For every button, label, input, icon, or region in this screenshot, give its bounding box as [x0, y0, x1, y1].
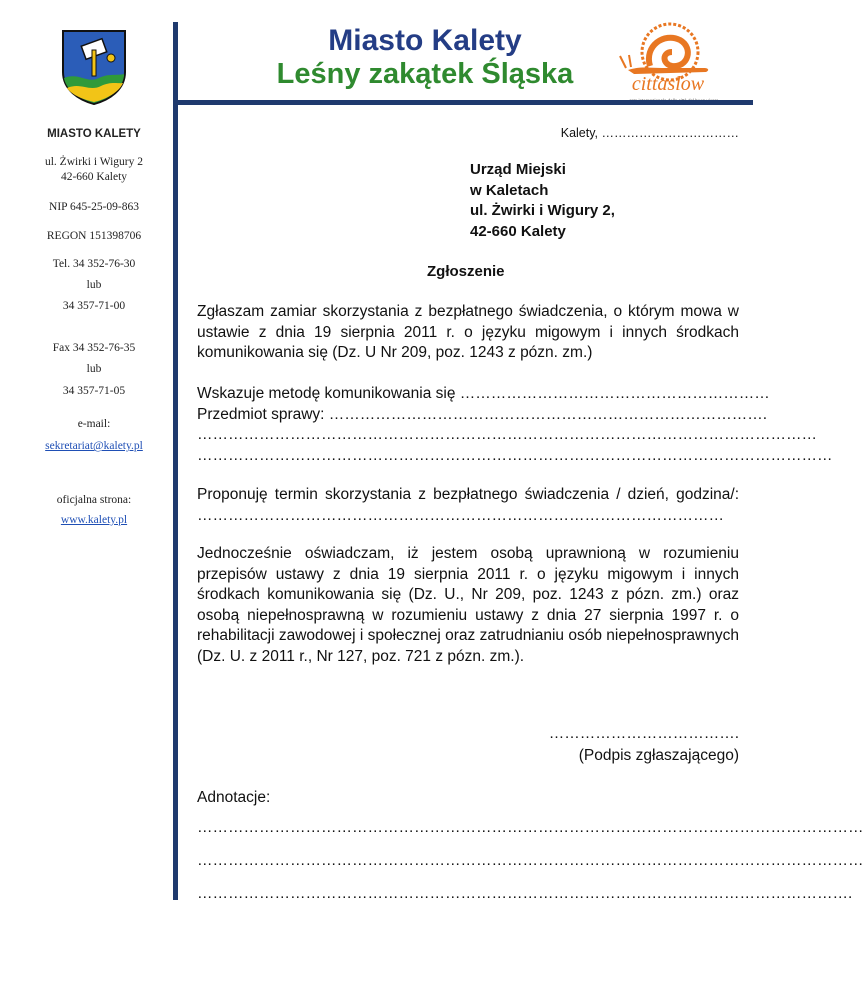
sidebar-lub-1: lub — [86, 279, 102, 291]
paragraph-proposed-date: Proponuję termin skorzystania z bezpłatnego świadczenia / dzień, godzina/: ………………………………………………………………………………………… — [197, 486, 739, 524]
recipient-line: ul. Żwirki i Wigury 2, — [470, 202, 615, 219]
cittaslow-logo — [604, 18, 744, 104]
kalety-coat-of-arms-logo — [59, 28, 129, 106]
notes-label: Adnotacje: — [197, 789, 271, 806]
sidebar-website-link[interactable]: www.kalety.pl — [60, 514, 128, 526]
town-title: Miasto Kalety — [328, 24, 522, 57]
document-heading: Zgłoszenie — [427, 263, 505, 280]
subject-line: Przedmiot sprawy: …………………………………………………………………………. — [197, 406, 768, 423]
sidebar-address-line1: ul. Żwirki i Wigury 2 — [44, 156, 144, 168]
notes-line: ………………………………………………………………………………………………………………… — [197, 819, 864, 836]
vertical-divider — [173, 22, 178, 900]
paragraph-eligibility-statement: Jednocześnie oświadczam, iż jestem osobą uprawnioną w rozumieniu przepisów ustawy z dnia 19 sierpnia 2011 r. o języku migowym i innych środkach komunikowania się (Dz. U., Nr 209, poz. 1243 z pózn. zm.) oraz osobą niepełnosprawną w rozumieniu ustawy z dnia 27 sierpnia 1997 r. o rehabilitacji zawodowej i społecznej oraz zatrudnianiu osób niepełnosprawnych (Dz. U. z 2011 r., Nr 127, poz. 721 z pózn. zm.). — [197, 545, 739, 665]
recipient-line: Urząd Miejski — [470, 161, 566, 178]
recipient-address — [470, 160, 730, 242]
sidebar-fax: Fax 34 352-76-35 — [52, 342, 136, 354]
sidebar-nip: NIP 645-25-09-863 — [49, 201, 139, 213]
signature-label: (Podpis zgłaszającego) — [578, 747, 739, 764]
notes-line: ………………………………………………………………………………………………………………… — [197, 852, 864, 869]
recipient-line: w Kaletach — [470, 181, 549, 199]
notes-line: ………………………………………………………………………………………………………………. — [197, 885, 853, 902]
cittaslow-wordmark: cittaslow — [631, 73, 705, 95]
communication-method-line: Wskazuje metodę komunikowania się …………………………………………………… — [197, 385, 770, 402]
recipient-line: 42-660 Kalety — [470, 222, 566, 240]
sidebar-regon: REGON 151398706 — [46, 230, 142, 242]
sidebar-website-label: oficjalna strona: — [56, 494, 132, 506]
sidebar-fax2: 34 357-71-05 — [62, 385, 126, 397]
subject-dots-line: ………………………………………………………………………………………………………… — [197, 426, 817, 443]
town-slogan: Leśny zakątek Śląska — [276, 58, 574, 90]
sidebar-address-line2: 42-660 Kalety — [60, 171, 128, 183]
sidebar-email-link[interactable]: sekretariat@kalety.pl — [45, 440, 143, 452]
sidebar-email-label: e-mail: — [77, 418, 111, 430]
place-date: Kalety, …………………………… — [560, 126, 739, 140]
sidebar-tel2: 34 357-71-00 — [62, 300, 126, 312]
sidebar-lub-2: lub — [86, 363, 102, 375]
sidebar-org-name: MIASTO KALETY — [47, 128, 141, 140]
paragraph-declaration-intent: Zgłaszam zamiar skorzystania z bezpłatnego świadczenia, o którym mowa w ustawie z dnia 19 sierpnia 2011 r. o języku migowym i innych środkach komunikowania się (Dz. U Nr 209, poz. 1243 z pózn. zm.) — [197, 303, 739, 361]
horizontal-divider — [173, 100, 753, 105]
signature-dots: ………………………………. — [548, 725, 739, 742]
subject-dots-line: …………………………………………………………………………………………………………… — [197, 447, 833, 464]
sidebar-tel: Tel. 34 352-76-30 — [52, 258, 136, 270]
